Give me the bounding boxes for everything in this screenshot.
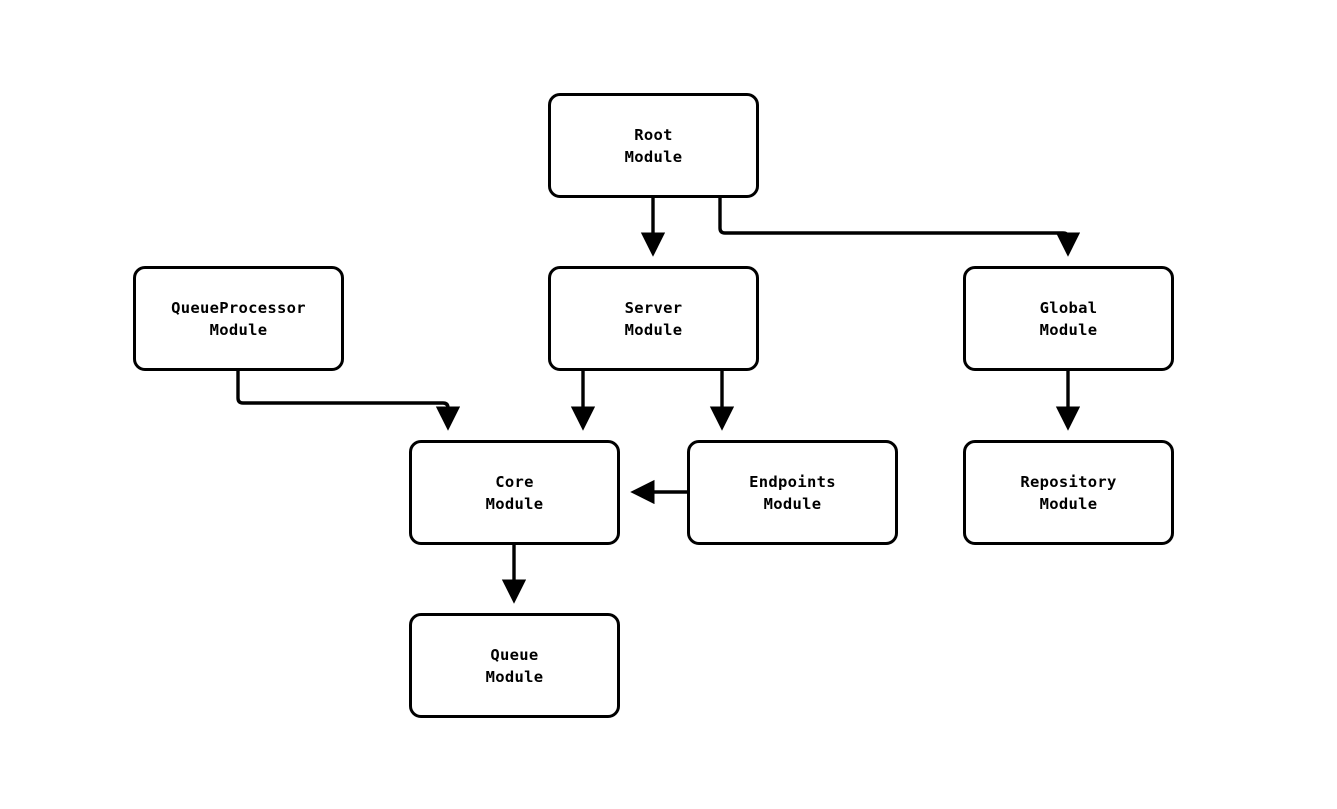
node-queueprocessor-module-line2: Module [209,320,268,339]
node-queueprocessor-module[interactable] [133,266,344,371]
node-global-module-line2: Module [1039,320,1098,339]
node-repository-module-line1: Repository [1020,472,1117,491]
node-server-module-line2: Module [624,320,683,339]
node-repository-module-line2: Module [1039,494,1098,513]
node-global-module-line1: Global [1039,298,1098,317]
node-server-module-line1: Server [624,298,683,317]
node-root-module[interactable] [548,93,759,198]
node-core-module-line2: Module [485,494,544,513]
node-server-module[interactable] [548,266,759,371]
edge-queueprocessor-to-core [238,371,448,424]
node-queueprocessor-module-line1: QueueProcessor [171,298,306,317]
node-queue-module[interactable] [409,613,620,718]
node-global-module[interactable] [963,266,1174,371]
edge-root-to-global [720,198,1068,250]
node-endpoints-module-line2: Module [763,494,822,513]
node-core-module[interactable] [409,440,620,545]
node-core-module-line1: Core [495,472,534,491]
node-root-module-line1: Root [634,125,673,144]
node-endpoints-module[interactable] [687,440,898,545]
node-queue-module-line1: Queue [490,645,539,664]
node-endpoints-module-line1: Endpoints [749,472,836,491]
node-queue-module-line2: Module [485,667,544,686]
node-repository-module[interactable] [963,440,1174,545]
node-root-module-line2: Module [624,147,683,166]
